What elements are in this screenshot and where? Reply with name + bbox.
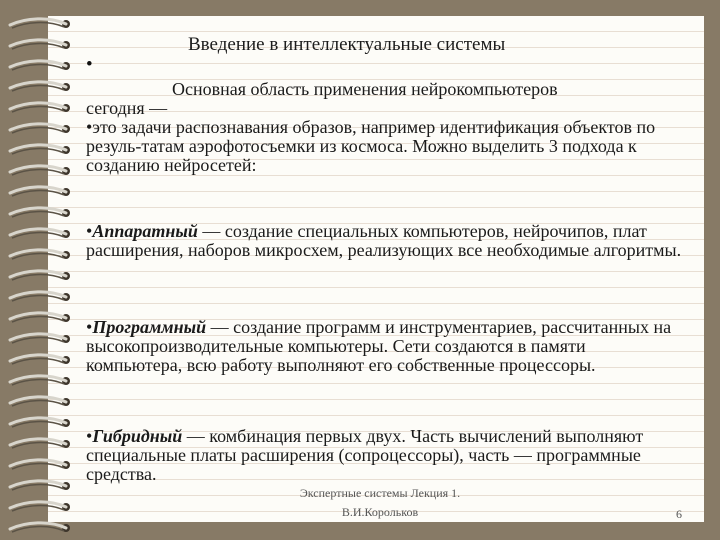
spiral-wire-shadow (12, 170, 64, 175)
spiral-wire-shadow (12, 128, 64, 133)
footer-author: В.И.Корольков (341, 505, 419, 519)
bullet: • (86, 221, 93, 241)
spiral-wire-shadow (12, 23, 64, 28)
approach-text: — комбинация первых двух. Часть вычислений выполняют специальные платы расширения (сопроцессоры), часть — программные средства. (86, 426, 644, 484)
spiral-wire-shadow (12, 422, 64, 427)
spiral-wire-shadow (12, 401, 64, 406)
spiral-wire-shadow (12, 380, 64, 385)
spiral-wire-shadow (12, 506, 64, 511)
approach-hybrid (86, 427, 686, 484)
page-number: 6 (676, 507, 682, 521)
approach-paragraph (86, 222, 686, 260)
spiral-wire-shadow (12, 149, 64, 154)
spiral-wire-shadow (12, 443, 64, 448)
approach-term: Аппаратный (92, 221, 198, 241)
slide-title: Введение в интеллектуальные системы (188, 34, 506, 55)
intro-line-2: сегодня — (86, 98, 168, 118)
spiral-wire-shadow (12, 527, 64, 532)
spiral-wire-shadow (12, 338, 64, 343)
approach-hardware (86, 222, 686, 260)
spiral-wire-shadow (12, 212, 64, 217)
footer-course: Экспертные системы Лекция 1. (299, 486, 461, 500)
spiral-wire-shadow (12, 485, 64, 490)
spiral-wire-shadow (12, 464, 64, 469)
bullet: • (86, 317, 93, 337)
approach-term: Гибридный (92, 426, 183, 446)
approach-paragraph (86, 318, 686, 375)
approach-term: Программный (92, 317, 207, 337)
spiral-wire-shadow (12, 65, 64, 70)
intro-block (86, 80, 686, 175)
spiral-wire-shadow (12, 44, 64, 49)
intro-body: •это задачи распознавания образов, например идентификация объектов по резуль-татам аэрофотосъемки из космоса. Можно выделить 3 подхода к созданию нейросетей: (86, 117, 656, 175)
spiral-wire-shadow (12, 107, 64, 112)
bullet: • (86, 426, 93, 446)
spiral-wire-shadow (12, 275, 64, 280)
approach-text: — создание программ и инструментариев, рассчитанных на высокопроизводительные компьютеры. Сети создаются в памяти компьютера, всю работу выполняют его собственные процессоры. (86, 317, 672, 375)
spiral-wire-shadow (12, 317, 64, 322)
spiral-wire-shadow (12, 233, 64, 238)
spiral-wire-shadow (12, 296, 64, 301)
spiral-wire-shadow (12, 359, 64, 364)
approach-paragraph (86, 427, 686, 484)
spiral-wire-shadow (12, 254, 64, 259)
spiral-binding (0, 0, 84, 540)
approach-software (86, 318, 686, 375)
spiral-wire-shadow (12, 86, 64, 91)
bullet: • (86, 54, 93, 75)
approach-text: — создание специальных компьютеров, нейрочипов, плат расширения, наборов микросхем, реализующих все необходимые алгоритмы. (86, 221, 682, 260)
spiral-wire-shadow (12, 191, 64, 196)
intro-line-1: Основная область применения нейрокомпьютеров (172, 79, 558, 99)
